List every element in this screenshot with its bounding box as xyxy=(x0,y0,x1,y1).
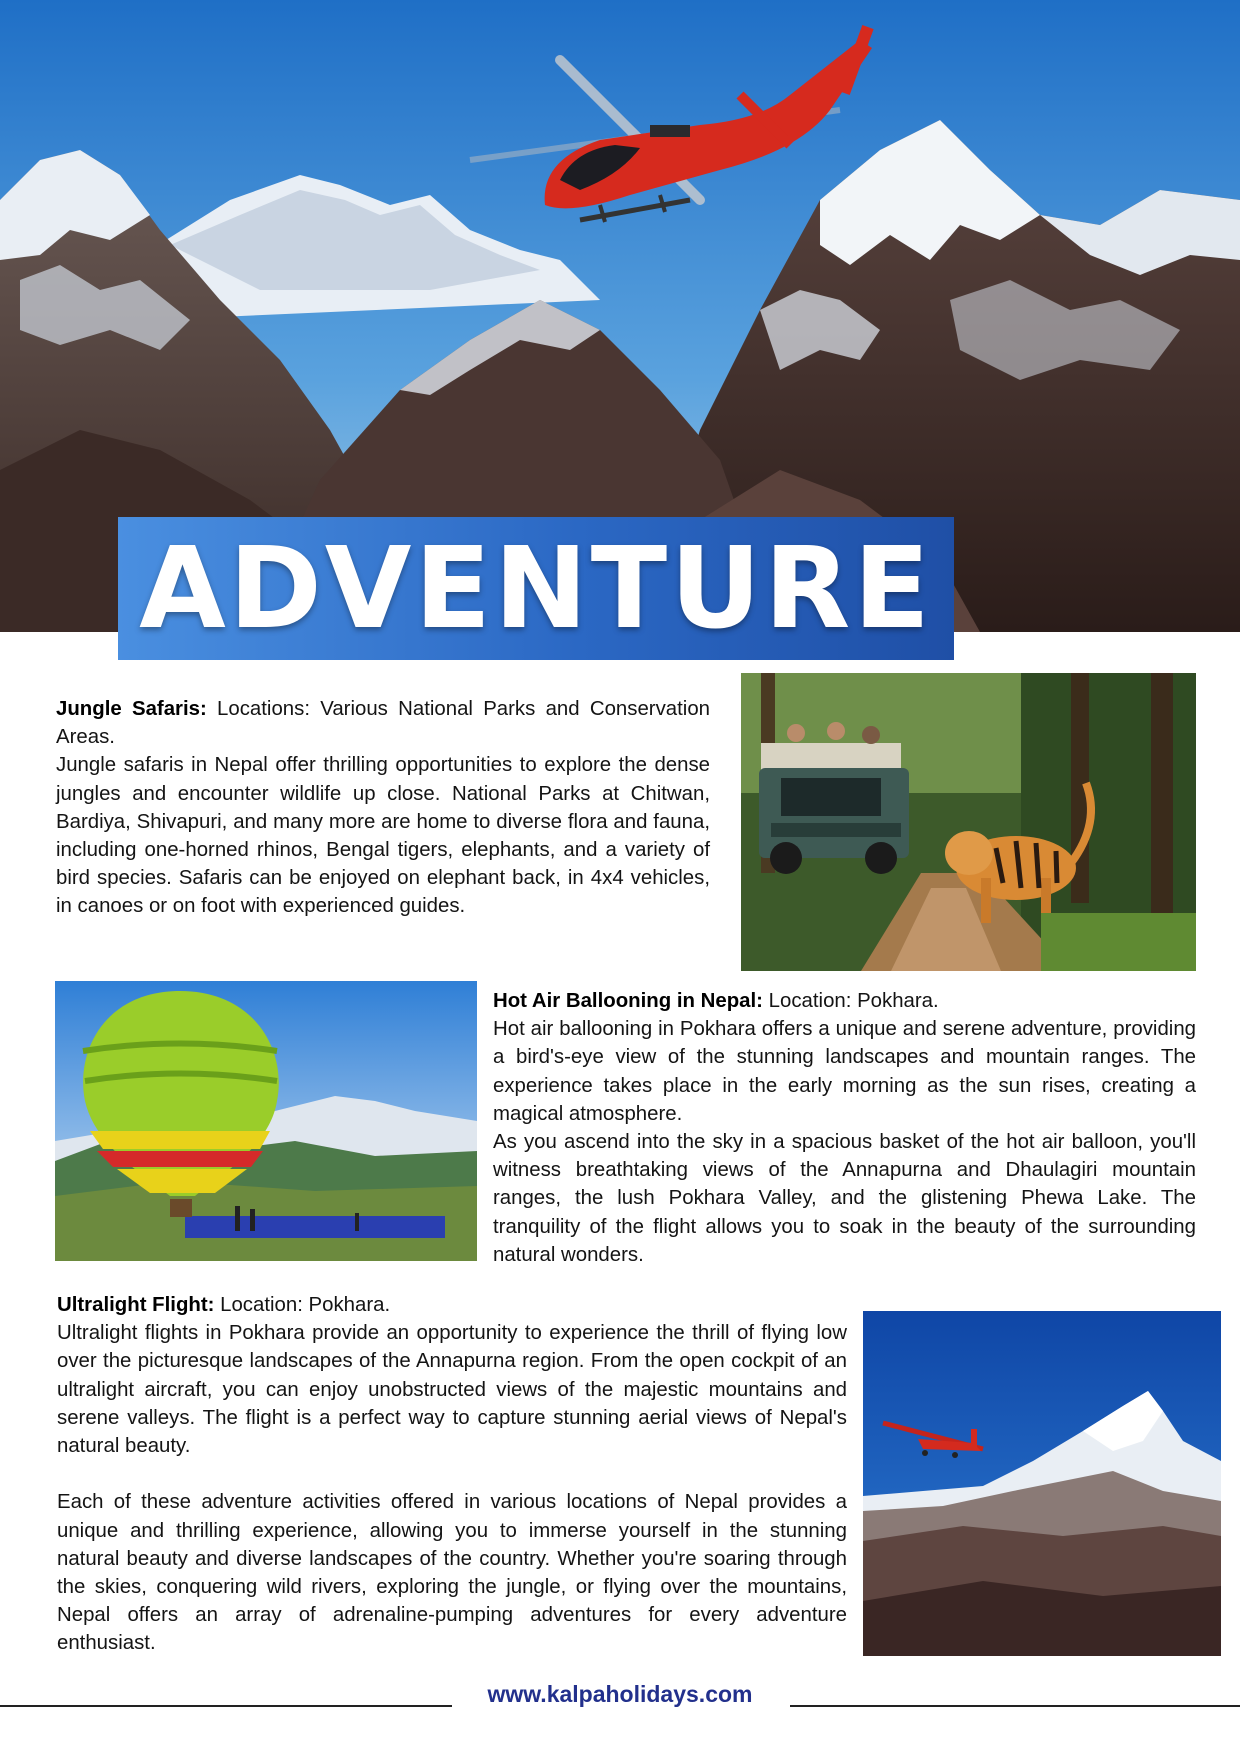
section-intro xyxy=(56,695,710,751)
section-ultralight-flight xyxy=(57,1291,847,1658)
page-title: ADVENTURE xyxy=(139,523,933,654)
section-heading: Jungle Safaris: xyxy=(56,698,207,720)
section-heading: Hot Air Ballooning in Nepal: xyxy=(493,990,763,1012)
section-heading: Ultralight Flight: xyxy=(57,1294,215,1316)
section-intro xyxy=(493,987,1196,1015)
jungle-safari-photo xyxy=(741,673,1196,971)
section-location: Location: Pokhara. xyxy=(768,990,939,1012)
section-location: Locations: Various National Parks and Conservation Areas. xyxy=(56,698,711,749)
section-paragraph: Jungle safaris in Nepal offer thrilling opportunities to explore the dense jungles and encounter wildlife up close. National Parks at Chitwan, Bardiya, Shivapuri, and many more are home to diverse flora and fauna, including one-horned rhinos, Bengal tigers, elephants, and a variety of bird species. Safaris can be enjoyed on elephant back, in 4x4 vehicles, in canoes or on foot with experienced guides. xyxy=(56,754,710,918)
conclusion-paragraph: Each of these adventure activities offered in various locations of Nepal provides a unique and thrilling experience, allowing you to immerse yourself in the stunning natural beauty and diverse landscapes of the country. Whether you're soaring through the skies, conquering wild rivers, exploring the jungle, or flying over the mountains, Nepal offers an array of adrenaline-pumping adventures for every adventure enthusiast. xyxy=(57,1491,847,1655)
section-hot-air-ballooning xyxy=(493,987,1196,1269)
section-intro xyxy=(57,1291,847,1319)
jeep-icon xyxy=(759,722,909,874)
ultralight-flight-photo xyxy=(863,1311,1221,1656)
title-banner xyxy=(118,517,954,660)
section-location: Location: Pokhara. xyxy=(220,1294,391,1316)
paragraph-spacer xyxy=(57,1460,847,1488)
footer-website-link[interactable]: www.kalpaholidays.com xyxy=(487,1681,753,1707)
section-paragraph: Hot air ballooning in Pokhara offers a unique and serene adventure, providing a bird's-eye view of the stunning landscapes and mountain ranges. The experience takes place in the early morning as the sun rises, creating a magical atmosphere. xyxy=(493,1018,1196,1125)
section-paragraph: Ultralight flights in Pokhara provide an opportunity to experience the thrill of flying low over the picturesque landscapes of the Annapurna region. From the open cockpit of an ultralight aircraft, you can enjoy unobstructed views of the majestic mountains and serene valleys. The flight is a perfect way to capture stunning aerial views of Nepal's natural beauty. xyxy=(57,1322,847,1458)
section-jungle-safaris xyxy=(56,695,710,921)
section-paragraph: As you ascend into the sky in a spacious basket of the hot air balloon, you'll witness breathtaking views of the Annapurna and Dhaulagiri mountain ranges, the lush Pokhara Valley, and the glistening Phewa Lake. The tranquility of the flight allows you to soak in the beauty of the surrounding natural wonders. xyxy=(493,1131,1196,1266)
hot-air-balloon-photo xyxy=(55,981,477,1261)
